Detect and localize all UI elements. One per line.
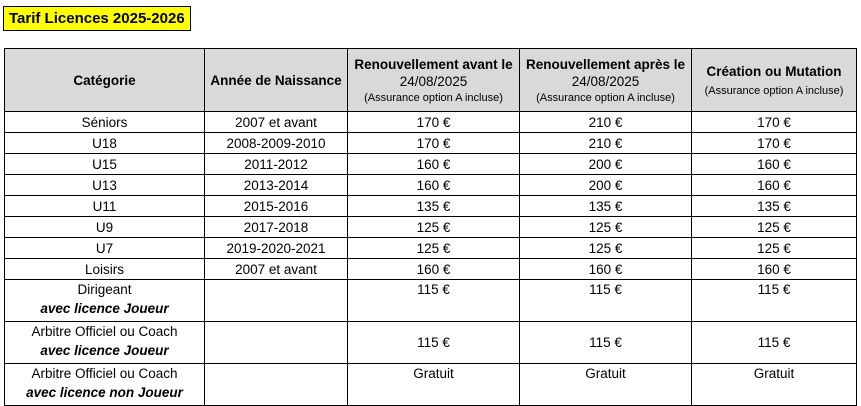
table-body: [5, 112, 857, 406]
cell-categorie: [5, 280, 205, 322]
cell-avant: 160 €: [348, 154, 520, 175]
cell-avant: 135 €: [348, 196, 520, 217]
cell-annee: [205, 364, 348, 406]
cell-categorie: U13: [5, 175, 205, 196]
cell-creation: 170 €: [692, 112, 857, 133]
cell-annee: 2019-2020-2021: [205, 238, 348, 259]
cell-categorie-note: avec licence non Joueur: [26, 385, 183, 400]
col-header-avant-sub: (Assurance option A incluse): [364, 91, 503, 104]
col-header-renouvellement-avant: [348, 49, 520, 112]
cell-annee: 2007 et avant: [205, 259, 348, 280]
table-row: [5, 112, 857, 133]
header-row: [5, 49, 857, 112]
cell-creation: 115 €: [692, 322, 857, 364]
col-header-creation-line1: Création ou Mutation: [706, 63, 842, 79]
cell-apres: 125 €: [520, 217, 692, 238]
tarif-table: [4, 48, 857, 406]
cell-avant: 170 €: [348, 112, 520, 133]
cell-annee: 2008-2009-2010: [205, 133, 348, 154]
cell-creation: 160 €: [692, 259, 857, 280]
cell-categorie: U15: [5, 154, 205, 175]
cell-creation: Gratuit: [692, 364, 857, 406]
cell-categorie: U18: [5, 133, 205, 154]
cell-avant: 125 €: [348, 217, 520, 238]
cell-annee: [205, 280, 348, 322]
cell-categorie-label: Arbitre Officiel ou Coach: [31, 366, 178, 381]
col-header-creation: [692, 49, 857, 112]
cell-apres: 160 €: [520, 259, 692, 280]
cell-categorie-label: Dirigeant: [77, 282, 132, 297]
cell-categorie: Loisirs: [5, 259, 205, 280]
cell-apres: 115 €: [520, 280, 692, 322]
table-row: [5, 259, 857, 280]
cell-apres: 210 €: [520, 133, 692, 154]
cell-creation: 125 €: [692, 217, 857, 238]
cell-creation: 135 €: [692, 196, 857, 217]
cell-apres: 200 €: [520, 154, 692, 175]
cell-apres: 115 €: [520, 322, 692, 364]
col-header-annee: Année de Naissance: [205, 49, 348, 112]
col-header-apres-sub: (Assurance option A incluse): [536, 91, 675, 104]
cell-apres: 210 €: [520, 112, 692, 133]
cell-annee: 2015-2016: [205, 196, 348, 217]
table-row: [5, 154, 857, 175]
cell-avant: 160 €: [348, 259, 520, 280]
cell-creation: 160 €: [692, 154, 857, 175]
cell-avant: 115 €: [348, 280, 520, 322]
col-header-renouvellement-apres: [520, 49, 692, 112]
table-row-special: [5, 280, 857, 322]
cell-annee: 2013-2014: [205, 175, 348, 196]
col-header-creation-sub: (Assurance option A incluse): [704, 84, 844, 97]
cell-creation: 125 €: [692, 238, 857, 259]
col-header-avant-date: 24/08/2025: [399, 73, 468, 89]
cell-annee: 2011-2012: [205, 154, 348, 175]
table-row: [5, 238, 857, 259]
col-header-categorie: Catégorie: [5, 49, 205, 112]
cell-categorie: Séniors: [5, 112, 205, 133]
cell-annee: 2007 et avant: [205, 112, 348, 133]
cell-creation: 160 €: [692, 175, 857, 196]
cell-avant: Gratuit: [348, 364, 520, 406]
table-row: [5, 175, 857, 196]
cell-annee: [205, 322, 348, 364]
page-title: Tarif Licences 2025-2026: [3, 6, 191, 31]
cell-categorie-note: avec licence Joueur: [40, 343, 169, 358]
cell-avant: 115 €: [348, 322, 520, 364]
cell-categorie: U11: [5, 196, 205, 217]
cell-categorie-label: Arbitre Officiel ou Coach: [31, 324, 178, 339]
col-header-apres-line1: Renouvellement après le: [525, 56, 686, 72]
cell-apres: 200 €: [520, 175, 692, 196]
table-row: [5, 196, 857, 217]
cell-categorie: U7: [5, 238, 205, 259]
cell-avant: 125 €: [348, 238, 520, 259]
cell-annee: 2017-2018: [205, 217, 348, 238]
cell-creation: 115 €: [692, 280, 857, 322]
table-row: [5, 217, 857, 238]
cell-apres: 125 €: [520, 238, 692, 259]
cell-creation: 170 €: [692, 133, 857, 154]
cell-avant: 160 €: [348, 175, 520, 196]
cell-apres: 135 €: [520, 196, 692, 217]
table-row: [5, 133, 857, 154]
cell-apres: Gratuit: [520, 364, 692, 406]
cell-categorie: [5, 364, 205, 406]
cell-categorie-note: avec licence Joueur: [40, 301, 169, 316]
table-row-special: [5, 322, 857, 364]
cell-categorie: U9: [5, 217, 205, 238]
table-header: [5, 49, 857, 112]
table-row-special: [5, 364, 857, 406]
col-header-avant-line1: Renouvellement avant le: [354, 56, 513, 72]
cell-categorie: [5, 322, 205, 364]
cell-avant: 170 €: [348, 133, 520, 154]
col-header-apres-date: 24/08/2025: [571, 73, 640, 89]
